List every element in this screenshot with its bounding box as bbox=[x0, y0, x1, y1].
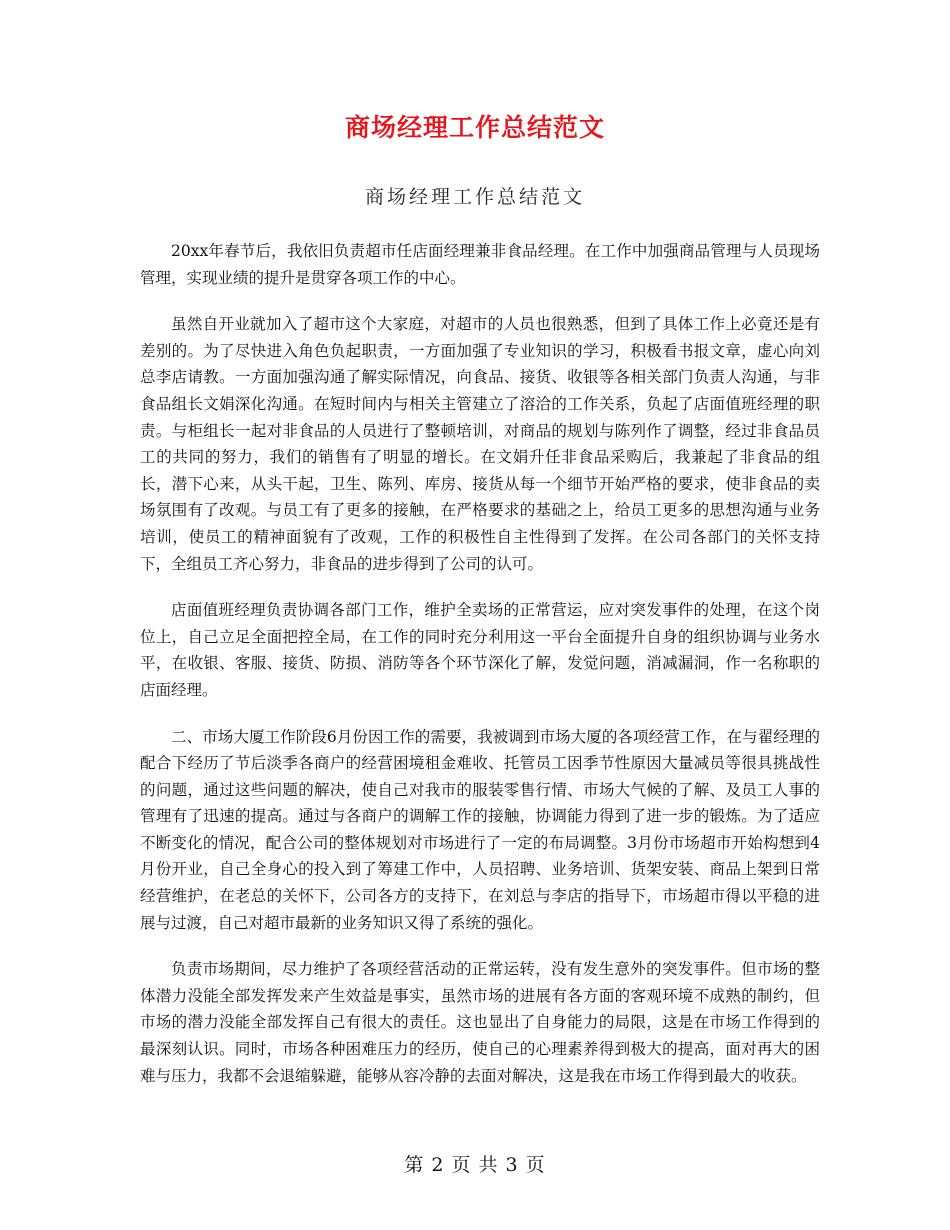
paragraph-1: 20xx年春节后，我依旧负责超市任店面经理兼非食品经理。在工作中加强商品管理与人员现场管理，实现业绩的提升是贯穿各项工作的中心。 bbox=[140, 242, 820, 287]
document-body bbox=[140, 238, 820, 1109]
paragraph-2: 虽然自开业就加入了超市这个大家庭，对超市的人员也很熟悉，但到了具体工作上必竟还是有差别的。为了尽快进入角色负起职责，一方面加强了专业知识的学习，积极看书报文章，虚心向刘总李店请教。一方面加强沟通了解实际情况，向食品、接货、收银等各相关部门负责人沟通，与非食品组长文娟深化沟通。在短时间内与相关主管建立了溶洽的工作关系，负起了店面值班经理的职责。与柜组长一起对非食品的人员进行了整顿培训，对商品的规划与陈列作了调整，经过非食品员工的共同的努力，我们的销售有了明显的增长。在文娟升任非食品采购后，我兼起了非食品的组长，潜下心来，从头干起，卫生、陈列、库房、接货从每一个细节开始严格的要求，使非食品的卖场氛围有了改观。与员工有了更多的接触，在严格要求的基础之上，给员工更多的思想沟通与业务培训，使员工的精神面貌有了改观，工作的积极性自主性得到了发挥。在公司各部门的关怀支持下，全组员工齐心努力，非食品的进步得到了公司的认可。 bbox=[140, 315, 820, 573]
paragraph-4: 二、市场大厦工作阶段6月份因工作的需要，我被调到市场大厦的各项经营工作，在与翟经理的配合下经历了节后淡季各商户的经营困境租金难收、托管员工因季节性原因大量减员等很具挑战性的问题，通过这些问题的解决，使自己对我市的服装零售行情、市场大气候的了解、及员工人事的管理有了迅速的提高。通过与各商户的调解工作的接触，协调能力得到了进一步的锻炼。为了适应不断变化的情况，配合公司的整体规划对市场进行了一定的布局调整。3月份市场超市开始构想到4月份开业，自己全身心的投入到了筹建工作中，人员招聘、业务培训、货架安装、商品上架到日常经营维护，在老总的关怀下，公司各方的支持下，在刘总与李店的指导下，市场超市得以平稳的进展与过渡，自己对超市最新的业务知识又得了系统的强化。 bbox=[140, 727, 820, 932]
document-subtitle: 商场经理工作总结范文 bbox=[364, 186, 585, 208]
paragraph-3: 店面值班经理负责协调各部门工作，维护全卖场的正常营运，应对突发事件的处理，在这个岗位上，自己立足全面把控全局，在工作的同时充分利用这一平台全面提升自身的组织协调与业务水平，在收银、客服、接货、防损、消防等各个环节深化了解，发觉问题，消减漏洞，作一名称职的店面经理。 bbox=[140, 601, 820, 699]
paragraph-5: 负责市场期间，尽力维护了各项经营活动的正常运转，没有发生意外的突发事件。但市场的整体潜力没能全部发挥发来产生效益是事实，虽然市场的进展有各方面的客观环境不成熟的制约，但市场的潜力没能全部发挥自己有很大的责任。这也显出了自身能力的局限，这是在市场工作得到的最深刻认识。同时，市场各种困难压力的经历，使自己的心理素养得到极大的提高，面对再大的困难与压力，我都不会退缩躲避，能够从容冷静的去面对解决，这是我在市场工作得到最大的收获。 bbox=[140, 960, 820, 1085]
document-title: 商场经理工作总结范文 bbox=[344, 113, 605, 142]
page-number-footer: 第 2 页 共 3 页 bbox=[404, 1154, 546, 1176]
